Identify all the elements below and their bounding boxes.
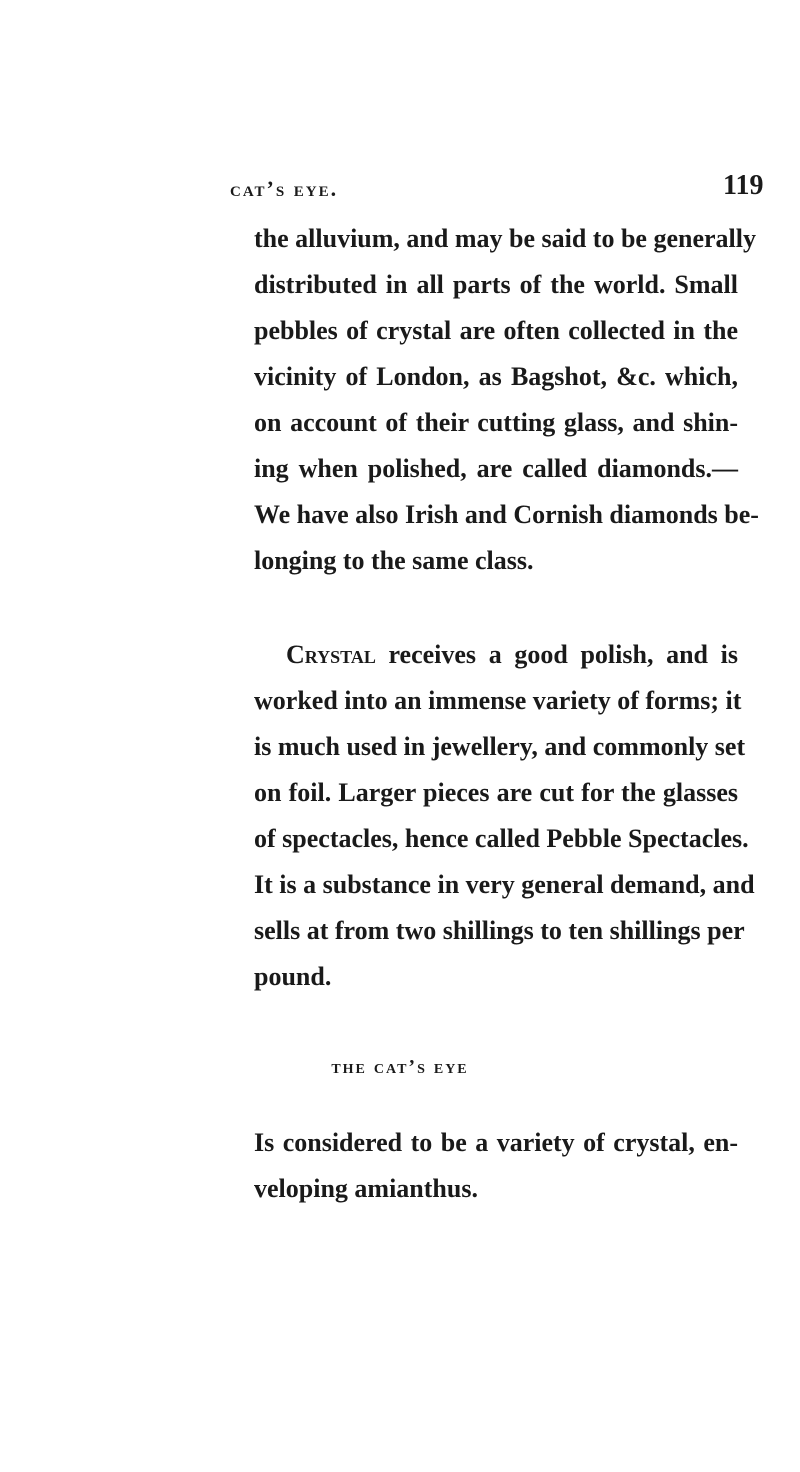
text-line: veloping amianthus. — [254, 1174, 478, 1203]
text-line: ing when polished, are called diamonds.— — [254, 454, 738, 483]
text-line: Is considered to be a variety of crystal, en- — [254, 1128, 738, 1157]
text-line: on account of their cutting glass, and shin- — [254, 408, 738, 437]
page-number: 119 — [723, 170, 764, 201]
text-line: It is a substance in very general demand, and — [254, 870, 755, 899]
text-line: of spectacles, hence called Pebble Spectacles. — [254, 824, 749, 853]
text-line: worked into an immense variety of forms; it — [254, 686, 742, 715]
text-line: distributed in all parts of the world. Small — [254, 270, 738, 299]
text-line: longing to the same class. — [254, 546, 534, 575]
text-line: sells at from two shillings to ten shillings per — [254, 916, 745, 945]
running-title: cat’s eye. — [230, 176, 339, 201]
text-line: pebbles of crystal are often collected in the — [254, 316, 738, 345]
running-head — [0, 170, 800, 208]
text-line: pound. — [254, 962, 332, 991]
text-line: is much used in jewellery, and commonly set — [254, 732, 746, 761]
text-line: on foil. Larger pieces are cut for the glasses — [254, 778, 738, 807]
text-line: We have also Irish and Cornish diamonds be- — [254, 500, 759, 529]
text-line: vicinity of London, as Bagshot, &c. which, — [254, 362, 738, 391]
paragraph-opening-line — [286, 640, 738, 670]
text-line: the alluvium, and may be said to be generally — [254, 224, 756, 253]
opening-line-rest: receives a good polish, and is — [375, 640, 738, 669]
section-subheading: the cat’s eye — [331, 1056, 469, 1078]
lead-word: Crystal — [286, 640, 376, 669]
